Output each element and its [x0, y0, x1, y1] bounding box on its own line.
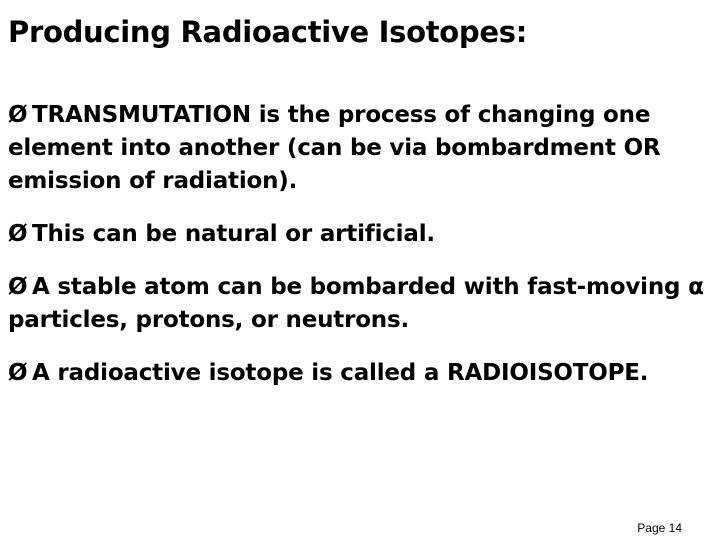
bullet-item: [8, 271, 714, 337]
bullet-arrow-icon: Ø: [8, 274, 28, 300]
page-number: Page 14: [637, 521, 682, 535]
bullet-arrow-icon: Ø: [8, 360, 28, 386]
bullet-item: [8, 99, 714, 198]
bullet-text: This can be natural or artificial.: [32, 221, 435, 247]
bullet-text: A radioactive isotope is called a RADIOISOTOPE.: [32, 360, 649, 386]
bullet-arrow-icon: Ø: [8, 221, 28, 247]
bullet-text: A stable atom can be bombarded with fast-moving α particles, protons, or neutrons.: [8, 274, 704, 333]
bullet-arrow-icon: Ø: [8, 102, 28, 128]
bullet-item: [8, 218, 714, 251]
bullet-item: [8, 357, 714, 390]
slide-title: Producing Radioactive Isotopes:: [8, 15, 528, 49]
bullet-text: TRANSMUTATION is the process of changing one element into another (can be via bombardment OR emission of radiation).: [8, 102, 661, 194]
bullet-list: [8, 99, 714, 410]
